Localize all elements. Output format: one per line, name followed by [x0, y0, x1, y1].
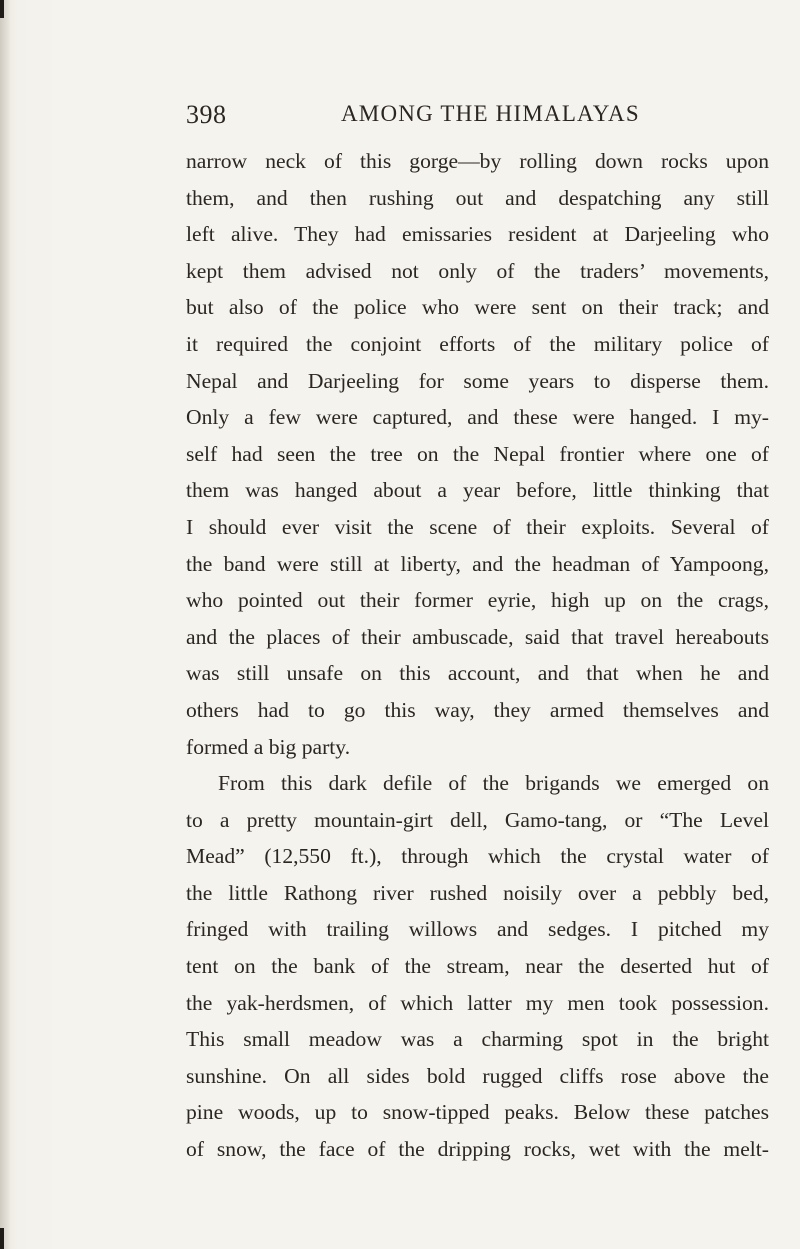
text-line: of snow, the face of the dripping rocks, wet with the melt-	[186, 1137, 769, 1162]
text-line: it required the conjoint efforts of the military police of	[186, 331, 769, 356]
text-line: sunshine. On all sides bold rugged cliffs rose above the	[186, 1063, 769, 1088]
text-line: the band were still at liberty, and the headman of Yampoong,	[186, 551, 769, 576]
text-line: but also of the police who were sent on their track; and	[186, 295, 769, 320]
text-line: From this dark defile of the brigands we emerged on	[218, 771, 769, 796]
page-left-edge	[0, 0, 10, 1249]
text-line: kept them advised not only of the traders’ movements,	[186, 258, 769, 283]
text-line: pine woods, up to snow-tipped peaks. Below these patches	[186, 1100, 769, 1125]
text-line: left alive. They had emissaries resident at Darjeeling who	[186, 222, 769, 247]
page-header	[186, 100, 800, 140]
text-line: fringed with trailing willows and sedges. I pitched my	[186, 917, 769, 942]
text-line: Only a few were captured, and these were hanged. I my-	[186, 405, 769, 430]
text-line: tent on the bank of the stream, near the deserted hut of	[186, 954, 769, 979]
running-head: AMONG THE HIMALAYAS	[341, 101, 640, 126]
text-line: them was hanged about a year before, little thinking that	[186, 478, 769, 503]
text-line: was still unsafe on this account, and that when he and	[186, 661, 769, 686]
text-line: Mead” (12,550 ft.), through which the crystal water of	[186, 844, 769, 869]
text-line: the yak-herdsmen, of which latter my men took possession.	[186, 990, 769, 1015]
body-text	[186, 143, 769, 1168]
text-line: I should ever visit the scene of their exploits. Several of	[186, 514, 769, 539]
text-line: This small meadow was a charming spot in the bright	[186, 1027, 769, 1052]
text-line: them, and then rushing out and despatching any still	[186, 185, 769, 210]
text-line: to a pretty mountain-girt dell, Gamo-tang, or “The Level	[186, 807, 769, 832]
text-line: narrow neck of this gorge—by rolling down rocks upon	[186, 149, 769, 173]
text-line: who pointed out their former eyrie, high up on the crags,	[186, 588, 769, 613]
page-number: 398	[186, 100, 227, 129]
edge-mark	[0, 1228, 4, 1249]
text-line: others had to go this way, they armed themselves and	[186, 697, 769, 722]
edge-mark	[0, 0, 4, 18]
text-line: the little Rathong river rushed noisily over a pebbly bed,	[186, 880, 769, 905]
text-line: Nepal and Darjeeling for some years to disperse them.	[186, 368, 769, 393]
text-line: self had seen the tree on the Nepal frontier where one of	[186, 441, 769, 466]
text-line: and the places of their ambuscade, said that travel hereabouts	[186, 624, 769, 649]
text-line: formed a big party.	[186, 734, 351, 759]
